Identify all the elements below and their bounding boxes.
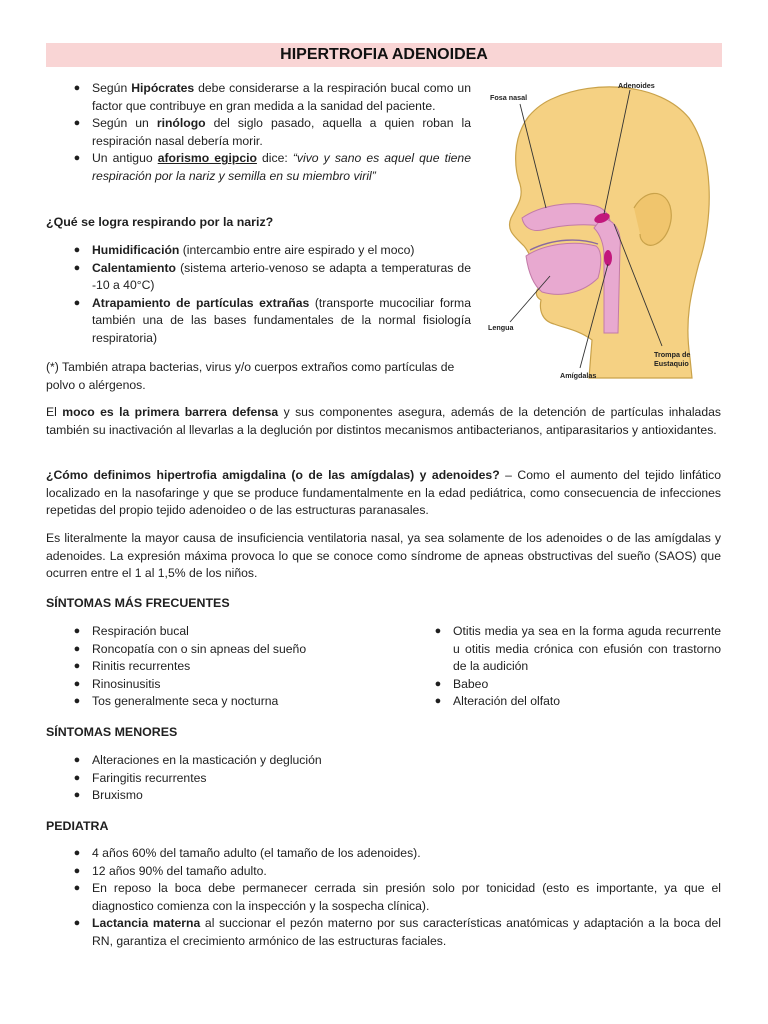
definition-paragraph: ¿Cómo definimos hipertrofia amigdalina (o de las amígdalas) y adenoides? – Como el aumento del tejido linfático localizado en la nasofaringe y que se produce fundamentalmente en la edad pediátrica, como consecuencia de infecciones repetidas del propio tejido adenoideo o de las estructuras paranasales.: [46, 468, 721, 518]
list-item: ● Alteraciones en la masticación y deglución: [73, 753, 322, 767]
label-trompa-1: Trompa de: [654, 350, 691, 359]
frequent-symptoms-heading: SÍNTOMAS MÁS FRECUENTES: [46, 596, 230, 610]
label-amigdalas: Amígdalas: [560, 371, 597, 380]
list-item: ● Faringitis recurrentes: [73, 770, 207, 785]
list-item: ● En reposo la boca debe permanecer cerrada sin presión solo por tonicidad (esto es importante, ya que el diagnostico comienza con la inspección y la sospecha clínica).: [73, 881, 721, 913]
question-heading: ¿Qué se logra respirando por la nariz?: [46, 215, 274, 229]
minor-symptoms-list: [46, 752, 546, 805]
minor-symptoms-heading: SÍNTOMAS MENORES: [46, 725, 178, 739]
list-item: ● Otitis media ya sea en la forma aguda recurrente u otitis media crónica con efusión con trastorno de la audición: [434, 624, 721, 674]
intro-list: [46, 80, 471, 186]
pediatra-list: [46, 845, 721, 951]
label-trompa-2: Eustaquio: [654, 359, 689, 368]
list-item: ● Rinitis recurrentes: [73, 659, 191, 674]
tonsil-tissue: [604, 250, 612, 266]
list-item: ● 12 años 90% del tamaño adulto.: [73, 863, 267, 878]
list-item: ● Atrapamiento de partículas extrañas (transporte mucociliar forma también una de las bases fundamentales de la normal fisiología respiratoria): [73, 295, 471, 345]
pediatra-heading: PEDIATRA: [46, 819, 109, 833]
list-item: ● Un antiguo aforismo egipcio dice: “vivo y sano es aquel que tiene respiración por la nariz y semilla en su miembro viril”: [73, 151, 471, 183]
label-fosa-nasal: Fosa nasal: [490, 93, 528, 102]
list-item: ● Bruxismo: [73, 788, 143, 803]
frequent-symptoms-left: [46, 623, 406, 711]
list-item: ● Según un rinólogo del siglo pasado, aquella a quien roban la respiración nasal debería morir.: [73, 116, 471, 148]
head-anatomy-figure: [484, 78, 722, 386]
list-item: ● Rinosinusitis: [73, 676, 161, 691]
list-item: ● Babeo: [434, 676, 489, 691]
page-title: HIPERTROFIA ADENOIDEA: [46, 43, 722, 67]
list-item: ● Tos generalmente seca y nocturna: [73, 694, 279, 709]
label-adenoides: Adenoides: [618, 81, 655, 90]
frequent-symptoms-right: [407, 623, 721, 711]
list-item: ● Calentamiento (sistema arterio-venoso se adapta a temperaturas de -10 a 40°C): [73, 260, 471, 293]
note-text: (*) También atrapa bacterias, virus y/o cuerpos extraños como partículas de polvo o alérgenos.: [46, 360, 455, 392]
list-item: ● Según Hipócrates debe considerarse a la respiración bucal como un factor que contribuye en gran medida a la sanidad del paciente.: [73, 81, 471, 113]
cause-paragraph: Es literalmente la mayor causa de insuficiencia ventilatoria nasal, ya sea solamente de los adenoides o de las amígdalas y adenoides. La expresión máxima provoca lo que se conoce como síndrome de apneas obstructivas del sueño (SAOS) que ocurren entre el 1 al 1,5% de los niños.: [46, 531, 721, 581]
list-item: ● 4 años 60% del tamaño adulto (el tamaño de los adenoides).: [73, 846, 421, 860]
benefits-list: [46, 242, 471, 348]
list-item: ● Humidificación (intercambio entre aire espirado y el moco): [73, 243, 415, 257]
list-item: ● Lactancia materna al succionar el pezón materno por sus características anatómicas y adaptación a la boca del RN, garantiza el crecimiento armónico de las estructuras faciales.: [73, 916, 721, 948]
mucus-paragraph: El moco es la primera barrera defensa y sus componentes asegura, además de la detención de partículas inhaladas también su inactivación al llevarlas a la deglución por distintos mecanismos antibacterianos, antiparasitarios y antioxidantes.: [46, 405, 721, 437]
label-lengua: Lengua: [488, 323, 514, 332]
list-item: ● Respiración bucal: [73, 624, 189, 638]
list-item: ● Alteración del olfato: [434, 694, 561, 709]
list-item: ● Roncopatía con o sin apneas del sueño: [73, 641, 307, 656]
